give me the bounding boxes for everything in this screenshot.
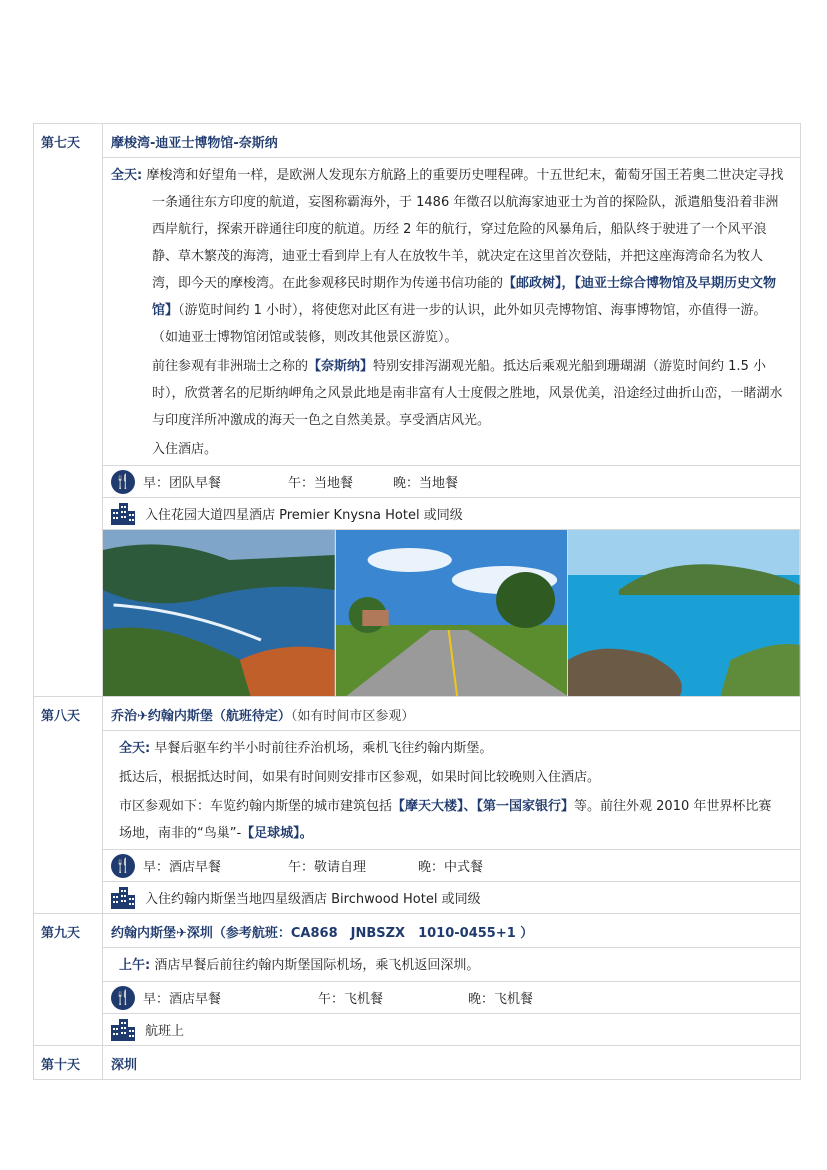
paragraph-text: （游览时间约 1 小时），将使您对此区有进一步的认识，此外如贝壳博物馆、海事博物馆，亦值得一游。（如迪亚士博物馆闭馆或装修，则改其他景区游览）。 — [152, 303, 767, 345]
building-icon — [111, 1019, 135, 1041]
day-row — [34, 697, 801, 914]
road-photo — [336, 530, 569, 696]
fork-knife-icon: 🍴 — [111, 854, 135, 878]
knysna-heads-photo — [103, 530, 336, 696]
day-row — [34, 1046, 801, 1080]
paragraph: 抵达后，根据抵达时间，如果有时间则安排市区参观，如果时间比较晚则入住酒店。 — [119, 770, 601, 785]
highlight-text: 【摩天大楼】、【第一国家银行】 — [392, 799, 575, 814]
day-description — [103, 948, 800, 982]
paragraph-text: 前往参观有非洲瑞士之称的 — [152, 359, 309, 374]
lunch: 午：当地餐 — [288, 476, 354, 491]
paragraph-text: 酒店早餐后前往约翰内斯堡国际机场，乘飞机返回深圳。 — [154, 958, 480, 973]
day-content — [103, 1046, 801, 1080]
day-label: 第九天 — [41, 926, 81, 941]
meal-row — [103, 850, 800, 882]
building-icon — [111, 503, 135, 525]
day-label: 第八天 — [41, 709, 81, 724]
lunch: 午：飞机餐 — [318, 992, 384, 1007]
breakfast: 早：酒店早餐 — [143, 992, 222, 1007]
day-description — [103, 731, 800, 850]
photo-strip — [103, 530, 800, 696]
fork-knife-icon: 🍴 — [111, 986, 135, 1010]
day-row — [34, 124, 801, 697]
highlight-text: 【足球城】。 — [241, 826, 313, 841]
paragraph: 入住酒店。 — [152, 442, 218, 457]
lunch: 午：敬请自理 — [288, 860, 367, 875]
fork-knife-icon: 🍴 — [111, 470, 135, 494]
day-label-cell — [34, 914, 103, 1046]
paragraph-text: 早餐后驱车约半小时前往乔治机场，乘机飞往约翰内斯堡。 — [154, 741, 493, 756]
meal-row — [103, 982, 800, 1014]
paragraph — [111, 353, 792, 436]
highlight-text: 【邮政树】，【迪亚士综合博物馆及早期历史文物馆】 — [152, 276, 777, 318]
day-label-cell — [34, 697, 103, 914]
hotel-row — [103, 498, 800, 530]
day-label-cell — [34, 1046, 103, 1080]
paragraph-text: 等。前往外观 2010 年世界杯比赛场地，南非的“鸟巢”- — [119, 799, 772, 841]
hotel-text: 航班上 — [145, 1024, 185, 1039]
paragraph-text: 特别安排泻湖观光船。抵达后乘观光船到珊瑚湖（游览时间约 1.5 小时），欣赏著名的尼斯纳岬角之风景此地是南非富有人士度假之胜地，风景优美，沿途经过曲折山峦，一睹湖水与印度洋所冲激成的海天一色之自然美景。享受酒店风光。 — [152, 359, 783, 428]
day-label: 第十天 — [41, 1058, 81, 1073]
lagoon-photo — [568, 530, 800, 696]
dinner: 晚：当地餐 — [393, 476, 459, 491]
time-label: 上午: — [119, 958, 151, 973]
paragraph — [111, 948, 792, 981]
time-label: 全天: — [119, 741, 151, 756]
breakfast: 早：团队早餐 — [143, 476, 222, 491]
hotel-row — [103, 1014, 800, 1045]
itinerary-table — [33, 123, 801, 1080]
day-label: 第七天 — [41, 136, 81, 151]
paragraph — [111, 731, 792, 764]
highlight-text: 【奈斯纳】 — [308, 359, 374, 374]
dinner: 晚：中式餐 — [418, 860, 484, 875]
day-label-cell — [34, 124, 103, 697]
paragraph-text: 市区参观如下：车览约翰内斯堡的城市建筑包括 — [119, 799, 393, 814]
breakfast: 早：酒店早餐 — [143, 860, 222, 875]
day-title — [103, 697, 800, 731]
dinner: 晚：飞机餐 — [468, 992, 534, 1007]
paragraph — [111, 158, 792, 353]
day-title-note: （如有时间市区参观） — [290, 709, 415, 724]
hotel-text: 入住花园大道四星酒店 Premier Knysna Hotel 或同级 — [145, 508, 463, 523]
day-title-text: 乔治✈约翰内斯堡（航班待定） — [111, 709, 291, 724]
day-description — [103, 158, 800, 466]
hotel-text: 入住约翰内斯堡当地四星级酒店 Birchwood Hotel 或同级 — [145, 892, 481, 907]
hotel-row — [103, 882, 800, 913]
day-title: 摩梭湾-迪亚士博物馆-奈斯纳 — [103, 124, 800, 158]
day-content — [103, 124, 801, 697]
day-content — [103, 914, 801, 1046]
day-title: 约翰内斯堡✈深圳（参考航班：CA868 JNBSZX 1010-0455+1 ） — [103, 914, 800, 948]
building-icon — [111, 887, 135, 909]
day-content — [103, 697, 801, 914]
paragraph — [111, 793, 792, 849]
day-row — [34, 914, 801, 1046]
time-label: 全天: — [111, 168, 143, 183]
paragraph-text: 摩梭湾和好望角一样，是欧洲人发现东方航路上的重要历史哩程碑。十五世纪末，葡萄牙国王若奥二世决定寻找一条通往东方印度的航道，妄图称霸海外，于 1486 年徵召以航海家迪亚士为首的探险队，派遣船隻沿着非洲西岸航行，探索开辟通往印度的航道。历经 2 年的航行，穿过危险的风暴角后，船队终于驶进了一个风平浪静、草木繁茂的海湾，迪亚士看到岸上有人在放牧牛羊，就决定在这里首次登陆，并把这座海湾命名为牧人湾，即今天的摩梭湾。在此参观移民时期作为传递书信功能的 — [146, 168, 784, 291]
day-title: 深圳 — [111, 1058, 138, 1073]
meal-row — [103, 466, 800, 498]
